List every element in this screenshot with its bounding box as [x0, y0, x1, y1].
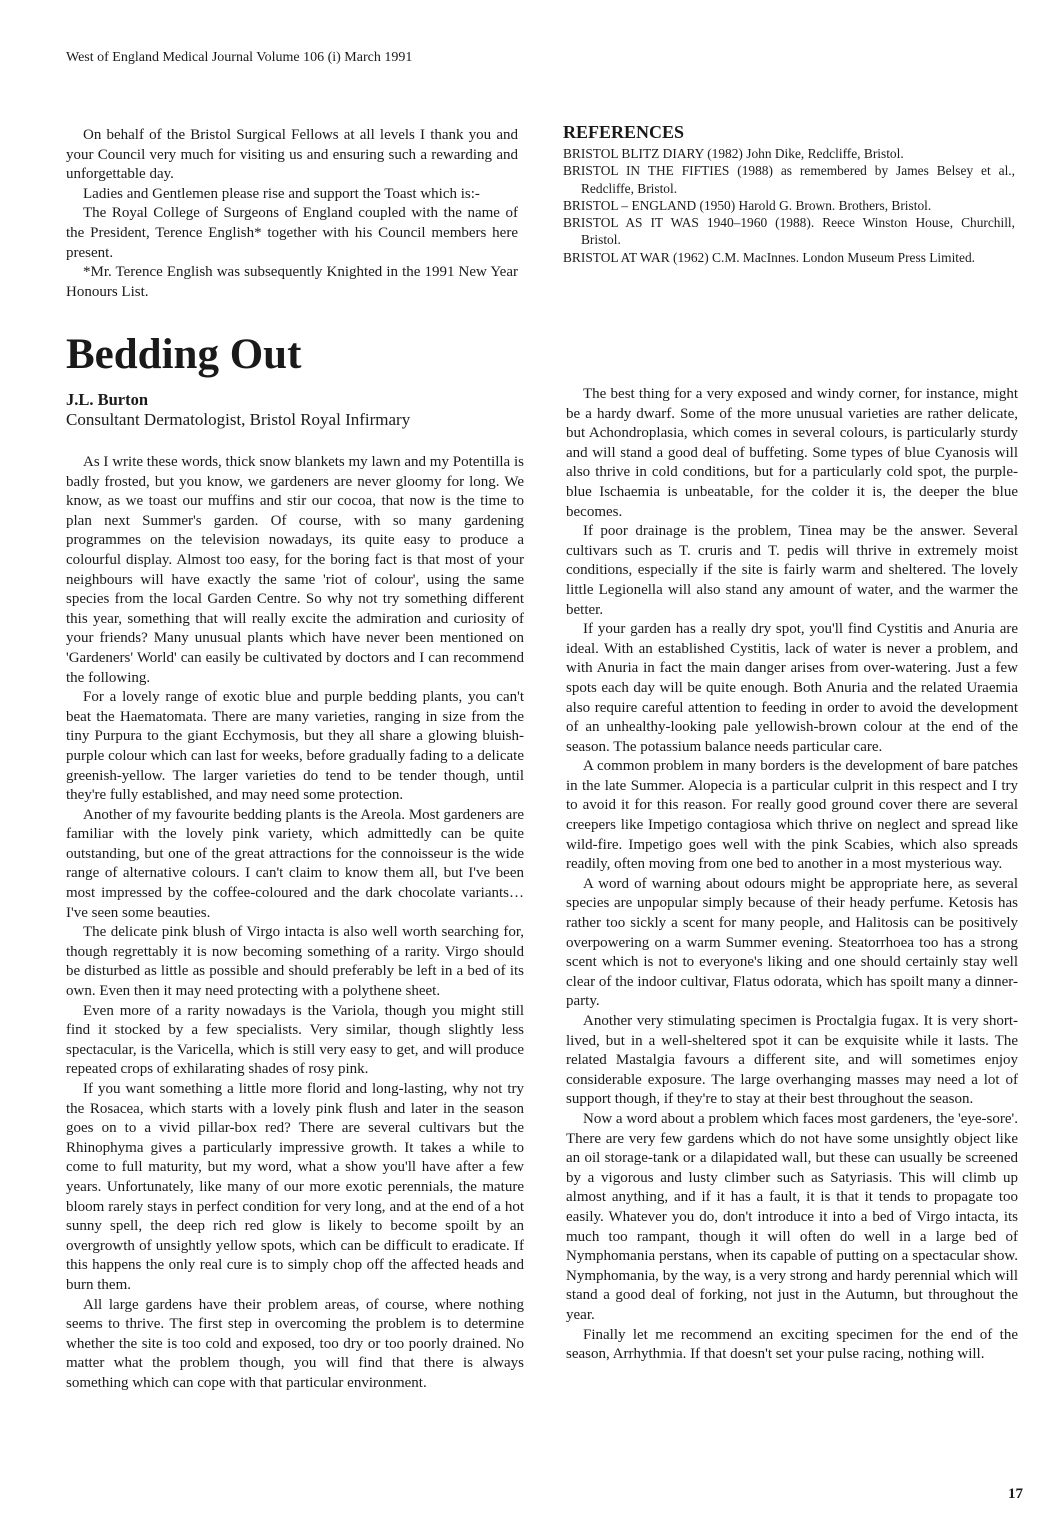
references-title: REFERENCES: [563, 122, 685, 142]
page-number: 17: [1008, 1486, 1023, 1502]
toast-section: [66, 126, 518, 302]
article-paragraph: Another of my favourite bedding plants is the Areola. Most gardeners are familiar with the lovely pink variety, which admittedly can be quite outstanding, but one of the great attractions for the connoisseur is the wide range of alternative colours. I can't claim to know them all, but I've been most impressed by the coffee-coloured and the dark chocolate variants… I've seen some beauties.: [66, 806, 524, 921]
article-paragraph: If you want something a little more florid and long-lasting, why not try the Rosacea, which starts with a lovely pink flush and later in the season goes on to a vivid pillar-box red? There are several cultivars but the Rhinophyma gives a particularly impressive growth. It takes a while to come to full maturity, but my word, what a show you'll have after a few years. Unfortunately, like many of our more exotic perennials, the mature bloom rarely stays in perfect condition for very long, and at the end of a hot sunny spell, the deep rich red glow is likely to become spoilt by an overgrowth of unsightly yellow spots, which can be difficult to eradicate. If this happens the only real cure is to simply chop off the affected heads and burn them.: [66, 1081, 524, 1293]
reference-item: BRISTOL IN THE FIFTIES (1988) as remembered by James Belsey et al., Redcliffe, Bristol.: [563, 163, 1015, 196]
article-left-column: [66, 453, 524, 1394]
article-paragraph: The delicate pink blush of Virgo intacta is also well worth searching for, though regrettably it is now becoming something of a rarity. Virgo should be disturbed as little as possible and should preferably be left in a bed of its own. Even then it may need protecting with a polythene sheet.: [66, 924, 524, 1000]
article-paragraph: Another very stimulating specimen is Proctalgia fugax. It is very short-lived, but in a well-sheltered spot it can be exquisite while it lasts. The related Mastalgia favours a different site, and will sometimes enjoy considerable exposure. The large overhanging masses may need a lot of support though, if they're to stay at their best throughout the season.: [566, 1013, 1018, 1108]
article-author: J.L. Burton: [66, 390, 149, 409]
article-paragraph: As I write these words, thick snow blankets my lawn and my Potentilla is badly frosted, but you know, we gardeners are never gloomy for long. We know, as we toast our muffins and stir our cocoa, that now is the time to plan next Summer's garden. Of course, with so many gardening programmes on the television nowadays, its quite easy to produce a colourful display. Almost too easy, for the boring fact is that most of your neighbours will have exactly the same 'riot of colour', using the same species from the local Garden Centre. So why not try something different this year, something that will really excite the admiration and curiosity of your friends? Many unusual plants which have never been mentioned on 'Gardeners' World' can easily be cultivated by doctors and I can recommend the following.: [66, 454, 524, 686]
running-head: West of England Medical Journal Volume 106 (i) March 1991: [66, 50, 413, 65]
article-paragraph: If your garden has a really dry spot, you'll find Cystitis and Anuria are ideal. With an established Cystitis, lack of water is never a problem, and with Anuria in fact the main danger arises from over-watering. Just a few spots each day will be quite enough. Both Anuria and the related Uraemia also require careful attention to feeding in order to avoid the development of an unhealthy-looking pale yellowish-brown colour at the end of the season. The potassium balance needs particular care.: [566, 621, 1018, 755]
reference-item: BRISTOL AS IT WAS 1940–1960 (1988). Reece Winston House, Churchill, Bristol.: [563, 215, 1015, 248]
reference-item: BRISTOL – ENGLAND (1950) Harold G. Brown. Brothers, Bristol.: [563, 197, 932, 213]
article-paragraph: Even more of a rarity nowadays is the Variola, though you might still find it stocked by a few specialists. Very similar, though slightly less spectacular, is the Varicella, which is still very easy to get, and will produce repeated crops of exhilarating shades of rosy pink.: [66, 1002, 524, 1078]
reference-item: BRISTOL BLITZ DIARY (1982) John Dike, Redcliffe, Bristol.: [563, 146, 904, 161]
article-paragraph: Finally let me recommend an exciting specimen for the end of the season, Arrhythmia. If that doesn't set your pulse racing, nothing will.: [566, 1326, 1018, 1363]
article-right-column: [566, 385, 1018, 1365]
article-paragraph: For a lovely range of exotic blue and purple bedding plants, you can't beat the Haematomata. There are many varieties, ranging in size from the tiny Purpura to the giant Ecchymosis, but they all share a glowing bluish-purple colour which can last for weeks, before gradually fading to a delicate greenish-yellow. The larger varieties do tend to be tender though, until they're fully established, and may need some protection.: [66, 689, 524, 804]
toast-paragraph: *Mr. Terence English was subsequently Knighted in the 1991 New Year Honours List.: [66, 264, 518, 300]
article-paragraph: Now a word about a problem which faces most gardeners, the 'eye-sore'. There are very few gardens which do not have some unsightly object like an oil storage-tank or a dilapidated wall, but these can usually be screened by a vigorous and lusty climber such as Satyriasis. This will climb up almost anything, and if it has a fault, it is that it tends to propagate too easily. Whatever you do, don't introduce it into a bed of Virgo intacta, its much too rampant, though it will often do well in a large bed of Nymphomania perstans, when its capable of putting on a spectacular show. Nymphomania, by the way, is a very strong and hardy perennial which will stand a good deal of forking, not just in the Autumn, but throughout the year.: [566, 1110, 1018, 1323]
references-section: [563, 122, 1015, 266]
toast-paragraph: The Royal College of Surgeons of England coupled with the name of the President, Terence English* together with his Council members here present.: [66, 205, 518, 261]
article-paragraph: All large gardens have their problem areas, of course, where nothing seems to thrive. The first step in overcoming the problem is to determine whether the site is too cold and exposed, too dry or too poorly drained. No matter what the problem though, you will find that there is always something which can cope with that particular environment.: [66, 1296, 524, 1391]
article-affiliation: Consultant Dermatologist, Bristol Royal Infirmary: [66, 410, 411, 429]
article-paragraph: A common problem in many borders is the development of bare patches in the late Summer. Alopecia is a particular culprit in this respect and I try to avoid it for this reason. For really good ground cover there are several creepers like Impetigo contagiosa which thrive on neglect and spread like wild-fire. Impetigo goes well with the pink Scabies, which also spreads readily, often moving from one bed to another in a most mysterious way.: [566, 758, 1018, 873]
article-paragraph: If poor drainage is the problem, Tinea may be the answer. Several cultivars such as T. cruris and T. pedis will thrive in extremely moist conditions, especially if the site is fairly warm and sheltered. The lovely little Legionella will also stand any amount of water, and the warmer the better.: [566, 523, 1018, 618]
article-title: Bedding Out: [66, 331, 302, 378]
article-paragraph: A word of warning about odours might be appropriate here, as several species are unpopular simply because of their heady perfume. Ketosis has rather too sickly a scent for many people, and Halitosis can be positively overpowering on a warm Summer evening. Steatorrhoea too has a strong scent which is not to everyone's liking and one should certainly stay well clear of the indoor cultivar, Flatus odorata, which has spoilt many a dinner-party.: [566, 875, 1018, 1010]
toast-paragraph: On behalf of the Bristol Surgical Fellows at all levels I thank you and your Council very much for visiting us and ensuring such a rewarding and unforgettable day.: [66, 127, 518, 183]
article-paragraph: The best thing for a very exposed and windy corner, for instance, might be a hardy dwarf. Some of the more unusual varieties are rather delicate, but Achondroplasia, which comes in several colours, is particularly sturdy and will stand a good deal of buffeting. Some types of blue Cyanosis will also thrive in cold conditions, but for a particularly cold spot, the purple-blue Ischaemia is unbeatable, for the colder it is, the deeper the blue becomes.: [566, 386, 1018, 520]
toast-paragraph: Ladies and Gentlemen please rise and support the Toast which is:-: [83, 185, 480, 202]
reference-item: BRISTOL AT WAR (1962) C.M. MacInnes. London Museum Press Limited.: [563, 249, 976, 265]
